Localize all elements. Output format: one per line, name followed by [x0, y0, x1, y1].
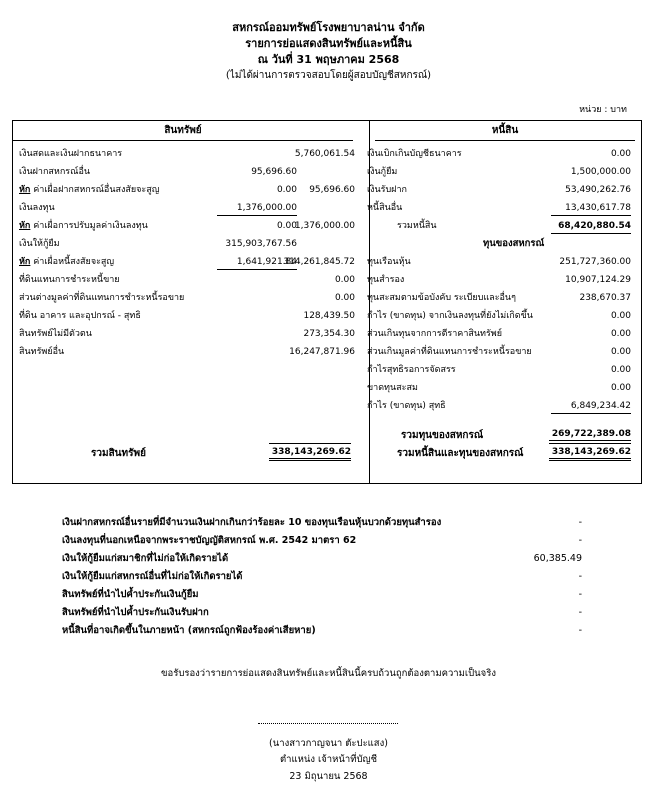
equity-label: ส่วนเกินมูลค่าที่ดินแทนการชำระหนี้รอขาย [367, 347, 532, 357]
asset-label [19, 345, 64, 359]
liability-value: 0.00 [610, 149, 631, 159]
note-value: - [578, 589, 582, 600]
note-row [62, 606, 582, 620]
equity-value: 251,727,360.00 [559, 257, 631, 267]
equity-row [367, 273, 631, 287]
grand-total-label: รวมหนี้สินและทุนของสหกรณ์ [397, 448, 524, 459]
equity-total-label: รวมทุนของสหกรณ์ [401, 430, 484, 441]
asset-value-2: 273,354.30 [303, 329, 355, 339]
asset-value-1: 315,903,767.56 [225, 239, 297, 249]
signature-line [258, 723, 398, 724]
equity-row [367, 399, 631, 413]
liabilities-total-row [367, 219, 631, 233]
equity-row [367, 291, 631, 305]
liability-row [367, 147, 631, 161]
equity-label: ขาดทุนสะสม [367, 383, 418, 393]
equity-heading: ทุนของสหกรณ์ [483, 238, 545, 249]
asset-value-2: 0.00 [334, 275, 355, 285]
equity-value: 10,907,124.29 [565, 275, 631, 285]
note-row [62, 570, 582, 584]
equity-label: กำไรสุทธิรอการจัดสรร [367, 365, 456, 375]
asset-row [19, 327, 359, 341]
asset-label-text: ส่วนต่างมูลค่าที่ดินแทนการชำระหนี้รอขาย [19, 293, 185, 303]
equity-label: กำไร (ขาดทุน) จากเงินลงทุนที่ยังไม่เกิดขึ้น [367, 311, 533, 321]
liability-label: หนี้สินอื่น [367, 203, 403, 213]
deduct-prefix: หัก [19, 221, 31, 231]
equity-value: 0.00 [610, 311, 631, 321]
liability-row [367, 165, 631, 179]
equity-label: ทุนเรือนหุ้น [367, 257, 411, 267]
liability-row [367, 201, 631, 215]
note-label: เงินลงทุนที่นอกเหนือจากพระราชบัญญัติสหกรณ์ พ.ศ. 2542 มาตรา 62 [62, 535, 357, 546]
asset-label [19, 255, 114, 269]
asset-row [19, 291, 359, 305]
asset-label [19, 309, 141, 323]
asset-label-text: เงินให้กู้ยืม [19, 239, 60, 249]
signer-name: (นางสาวกาญจนา ตัะปะแสง) [269, 738, 388, 749]
asset-row [19, 219, 359, 233]
liability-label: เงินเบิกเกินบัญชีธนาคาร [367, 149, 462, 159]
org-name: สหกรณ์ออมทรัพย์โรงพยาบาลน่าน จำกัด [232, 21, 425, 34]
note-row [62, 588, 582, 602]
asset-value-1: 1,641,921.84 [217, 255, 297, 270]
asset-value-2: 95,696.60 [309, 185, 355, 195]
asset-value-2: 1,376,000.00 [294, 221, 355, 231]
asset-row [19, 147, 359, 161]
note-value: - [578, 535, 582, 546]
equity-row [367, 345, 631, 359]
audit-note: (ไม่ได้ผ่านการตรวจสอบโดยผู้สอบบัญชีสหกรณ์) [225, 70, 432, 81]
note-value: - [578, 571, 582, 582]
note-value: 60,385.49 [533, 553, 582, 564]
liability-label: เงินกู้ยืม [367, 167, 398, 177]
asset-row [19, 183, 359, 197]
liabilities-total-label: รวมหนี้สิน [397, 221, 437, 231]
assets-total-label: รวมสินทรัพย์ [91, 448, 146, 459]
unit-label: หน่วย : บาท [579, 105, 627, 115]
asset-label-text: ที่ดินแทนการชำระหนี้ขาย [19, 275, 120, 285]
sign-date: 23 มิถุนายน 2568 [289, 771, 368, 782]
note-row [62, 624, 582, 638]
liability-label: เงินรับฝาก [367, 185, 407, 195]
asset-row [19, 309, 359, 323]
asset-label [19, 147, 122, 161]
note-label: เงินให้กู้ยืมแก่สหกรณ์อื่นที่ไม่ก่อให้เกิดรายได้ [62, 571, 243, 582]
note-label: สินทรัพย์ที่นำไปค้ำประกันเงินรับฝาก [62, 607, 209, 618]
note-label: หนี้สินที่อาจเกิดขึ้นในภายหน้า (สหกรณ์ถูกฟ้องร้องค่าเสียหาย) [62, 625, 316, 636]
note-label: สินทรัพย์ที่นำไปค้ำประกันเงินกู้ยืม [62, 589, 199, 600]
note-label: เงินฝากสหกรณ์อื่นรายที่มีจำนวนเงินฝากเกินกว่าร้อยละ 10 ของทุนเรือนหุ้นบวกด้วยทุนสำรอง [62, 517, 442, 528]
deduct-prefix: หัก [19, 257, 31, 267]
asset-label [19, 237, 60, 251]
note-label: เงินให้กู้ยืมแก่สมาชิกที่ไม่ก่อให้เกิดรายได้ [62, 553, 229, 564]
liability-value: 53,490,262.76 [565, 185, 631, 195]
note-row [62, 552, 582, 566]
asset-row [19, 255, 359, 269]
equity-value: 0.00 [610, 365, 631, 375]
note-row [62, 534, 582, 548]
deduct-prefix: หัก [19, 185, 31, 195]
asset-label-text: เงินสดและเงินฝากธนาคาร [19, 149, 123, 159]
grand-total-value: 338,143,269.62 [549, 443, 631, 461]
equity-value: 0.00 [610, 347, 631, 357]
asset-label-text: เงินฝากสหกรณ์อื่น [19, 167, 91, 177]
liability-value: 13,430,617.78 [551, 201, 631, 216]
equity-value: 238,670.37 [579, 293, 631, 303]
report-title: รายการย่อแสดงสินทรัพย์และหนี้สิน [245, 37, 412, 50]
note-row [62, 516, 582, 530]
asset-value-1: 0.00 [276, 221, 297, 231]
asset-value-1: 95,696.60 [251, 167, 297, 177]
equity-label: กำไร (ขาดทุน) สุทธิ [367, 401, 446, 411]
asset-value-2: 0.00 [334, 293, 355, 303]
asset-value-2: 16,247,871.96 [289, 347, 355, 357]
equity-label: ทุนสำรอง [367, 275, 405, 285]
asset-label-text: ค่าเผื่อหนี้สงสัยจะสูญ [30, 257, 115, 267]
equity-value: 6,849,234.42 [551, 399, 631, 414]
equity-total-value: 269,722,389.08 [549, 427, 631, 441]
asset-label [19, 291, 184, 305]
asset-label [19, 273, 120, 287]
equity-label: ทุนสะสมตามข้อบังคับ ระเบียบและอื่นๆ [367, 293, 516, 303]
liabilities-total-value: 68,420,880.54 [551, 219, 631, 234]
note-value: - [578, 517, 582, 528]
assets-heading: สินทรัพย์ [13, 123, 353, 141]
signer-position: ตำแหน่ง เจ้าหน้าที่บัญชี [279, 754, 378, 765]
asset-label [19, 165, 90, 179]
equity-row [367, 255, 631, 269]
asset-value-1: 1,376,000.00 [217, 201, 297, 216]
asset-value-1: 0.00 [276, 185, 297, 195]
asset-label-text: สินทรัพย์อื่น [19, 347, 65, 357]
asset-label [19, 219, 148, 233]
asset-label [19, 183, 159, 197]
balance-table [12, 120, 642, 484]
liability-row [367, 183, 631, 197]
equity-row [367, 327, 631, 341]
certify-text: ขอรับรองว่ารายการย่อแสดงสินทรัพย์และหนี้สินนี้ครบถ้วนถูกต้องตามความเป็นจริง [161, 668, 496, 679]
asset-label-text: ค่าเผื่อฝากสหกรณ์อื่นสงสัยจะสูญ [30, 185, 160, 195]
asset-label-text: ค่าเผื่อการปรับมูลค่าเงินลงทุน [30, 221, 148, 231]
equity-row [367, 309, 631, 323]
equity-value: 0.00 [610, 329, 631, 339]
note-value: - [578, 625, 582, 636]
asset-row [19, 273, 359, 287]
asset-value-2: 314,261,845.72 [283, 257, 355, 267]
liability-value: 1,500,000.00 [570, 167, 631, 177]
asset-label [19, 201, 55, 215]
asset-label [19, 327, 92, 341]
asset-row [19, 345, 359, 359]
equity-row [367, 363, 631, 377]
note-value: - [578, 607, 582, 618]
asset-row [19, 165, 359, 179]
asset-row [19, 237, 359, 251]
asset-value-2: 128,439.50 [303, 311, 355, 321]
asset-label-text: สินทรัพย์ไม่มีตัวตน [19, 329, 92, 339]
asset-label-text: ที่ดิน อาคาร และอุปกรณ์ - สุทธิ [19, 311, 141, 321]
equity-label: ส่วนเกินทุนจากการตีราคาสินทรัพย์ [367, 329, 502, 339]
asset-row [19, 201, 359, 215]
equity-value: 0.00 [610, 383, 631, 393]
liabilities-heading: หนี้สิน [375, 123, 635, 141]
asset-value-2: 5,760,061.54 [294, 149, 355, 159]
equity-row [367, 381, 631, 395]
asset-label-text: เงินลงทุน [19, 203, 55, 213]
report-date: ณ วันที่ 31 พฤษภาคม 2568 [257, 53, 400, 66]
assets-total-value: 338,143,269.62 [269, 443, 351, 461]
